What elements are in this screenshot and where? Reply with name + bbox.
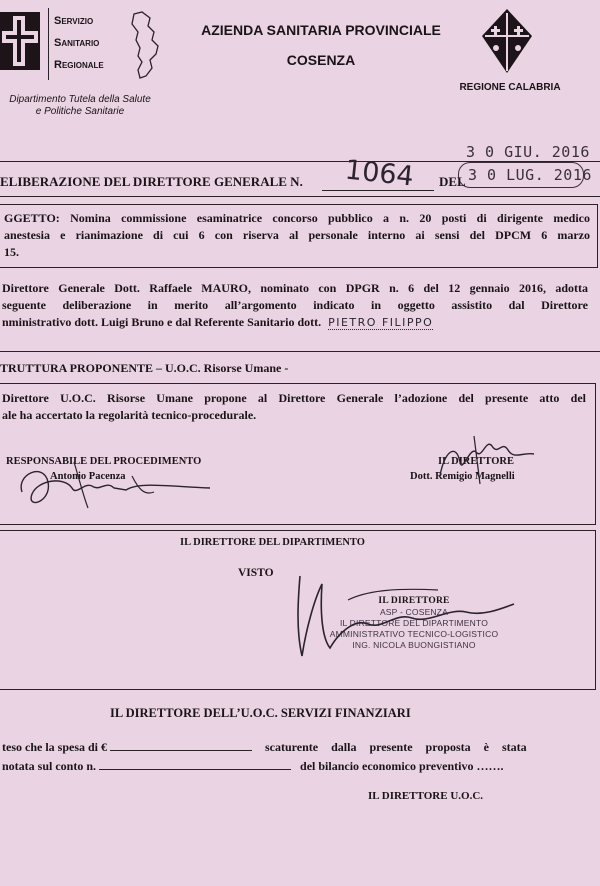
del-label: DEL bbox=[439, 174, 466, 189]
department-line-1: Dipartimento Tutela della Salute bbox=[9, 94, 151, 105]
visto-label: VISTO bbox=[238, 567, 274, 579]
number-underline bbox=[322, 190, 434, 191]
oggetto-line-2: anestesia e rianimazione di cui 6 con riserva al personale interno ai sensi del DPCM 6 marzo bbox=[4, 228, 590, 242]
date-stamp-1: 3 0 GIU. 2016 bbox=[466, 143, 590, 161]
finanziari-title: IL DIRETTORE DELL’U.O.C. SERVIZI FINANZIARI bbox=[110, 706, 411, 720]
city-title: COSENZA bbox=[286, 52, 356, 68]
rule-deliberazione-bottom bbox=[0, 196, 600, 197]
direttore-generale-text bbox=[2, 280, 588, 331]
regione-emblem-icon bbox=[478, 6, 536, 76]
finanziari-line-1 bbox=[2, 739, 527, 755]
deliberazione-number: 1064 bbox=[343, 154, 416, 193]
regione-label: REGIONE CALABRIA bbox=[459, 82, 561, 93]
dg-line-2: seguente deliberazione in merito all’argomento indicato in oggetto assistito dal Direttore bbox=[2, 298, 588, 312]
ghost-text-3 bbox=[60, 820, 63, 832]
ghost-text-2 bbox=[240, 470, 243, 482]
dg-line-3 bbox=[2, 314, 588, 331]
calabria-map-icon bbox=[128, 10, 164, 82]
finanziari-line-2-a: notata sul conto n. bbox=[2, 759, 97, 773]
stamp-line-4: AMMINISTRATIVO TECNICO-LOGISTICO bbox=[329, 629, 499, 639]
rule-struttura-top bbox=[0, 351, 600, 352]
ssr-line-2: Sanitario bbox=[54, 37, 100, 49]
finanziari-line-1-b: scaturente dalla presente proposta è stata bbox=[265, 740, 527, 754]
ghost-text bbox=[220, 98, 223, 110]
oggetto-line-3: 15. bbox=[4, 245, 19, 259]
stamp-line-2: ASP - COSENZA bbox=[379, 607, 449, 617]
responsabile-signature bbox=[14, 452, 214, 516]
ssr-line-3: Regionale bbox=[54, 59, 104, 71]
oggetto-text bbox=[4, 210, 590, 261]
stamp-line-1: IL DIRETTORE bbox=[378, 596, 450, 606]
finanziari-line-2-b: del bilancio economico preventivo ……. bbox=[300, 759, 504, 773]
ssr-text bbox=[54, 10, 104, 76]
ssr-line-1: Servizio bbox=[54, 15, 94, 27]
ssr-divider bbox=[48, 8, 49, 80]
stamp-line-5: ING. NICOLA BUONGISTIANO bbox=[352, 640, 476, 650]
proposta-line-2: ale ha accertato la regolarità tecnico-procedurale. bbox=[2, 408, 257, 422]
struttura-proponente: TRUTTURA PROPONENTE – U.O.C. Risorse Umane - bbox=[0, 361, 289, 375]
proposta-line-1: Direttore U.O.C. Risorse Umane propone al Direttore Generale l’adozione del presente atto del bbox=[2, 391, 586, 405]
direttore-uoc-title: IL DIRETTORE bbox=[438, 456, 514, 467]
responsabile-name: Antonio Pacenza bbox=[50, 471, 126, 482]
stamp-line-3: IL DIRETTORE DEL DIPARTIMENTO bbox=[339, 618, 489, 628]
ssr-logo bbox=[0, 8, 42, 74]
deliberazione-label: ELIBERAZIONE DEL DIRETTORE GENERALE N. bbox=[0, 174, 303, 189]
finanziari-line-2 bbox=[2, 758, 503, 774]
department-name bbox=[0, 94, 160, 118]
finanziari-signature-title: IL DIRETTORE U.O.C. bbox=[368, 790, 484, 802]
dg-line-3-text: nministrativo dott. Luigi Bruno e dal Referente Sanitario dott. bbox=[2, 315, 322, 329]
azienda-title: AZIENDA SANITARIA PROVINCIALE bbox=[201, 22, 441, 38]
rule-top bbox=[0, 161, 600, 162]
responsabile-title: RESPONSABILE DEL PROCEDIMENTO bbox=[6, 456, 202, 467]
spesa-amount-field bbox=[110, 739, 252, 751]
dg-line-1: Direttore Generale Dott. Raffaele MAURO, nominato con DPGR n. 6 del 12 gennaio 2016, adotta bbox=[2, 281, 588, 295]
date-stamp-2: 3 0 LUG. 2016 bbox=[468, 166, 592, 184]
department-line-2: e Politiche Sanitarie bbox=[35, 106, 125, 117]
direttore-uoc-signature bbox=[430, 432, 540, 492]
direttore-uoc-name: Dott. Remigio Magnelli bbox=[410, 471, 515, 482]
dipartimento-title: IL DIRETTORE DEL DIPARTIMENTO bbox=[180, 537, 365, 548]
dipartimento-signature bbox=[278, 560, 518, 668]
conto-number-field bbox=[99, 758, 291, 770]
proposta-text bbox=[2, 390, 586, 424]
referente-handwritten-name: PIETRO FILIPPO bbox=[328, 316, 434, 329]
finanziari-line-1-a: teso che la spesa di € bbox=[2, 740, 107, 754]
oggetto-line-1: GGETTO: Nomina commissione esaminatrice concorso pubblico a n. 20 posti di dirigente medico bbox=[4, 211, 590, 225]
